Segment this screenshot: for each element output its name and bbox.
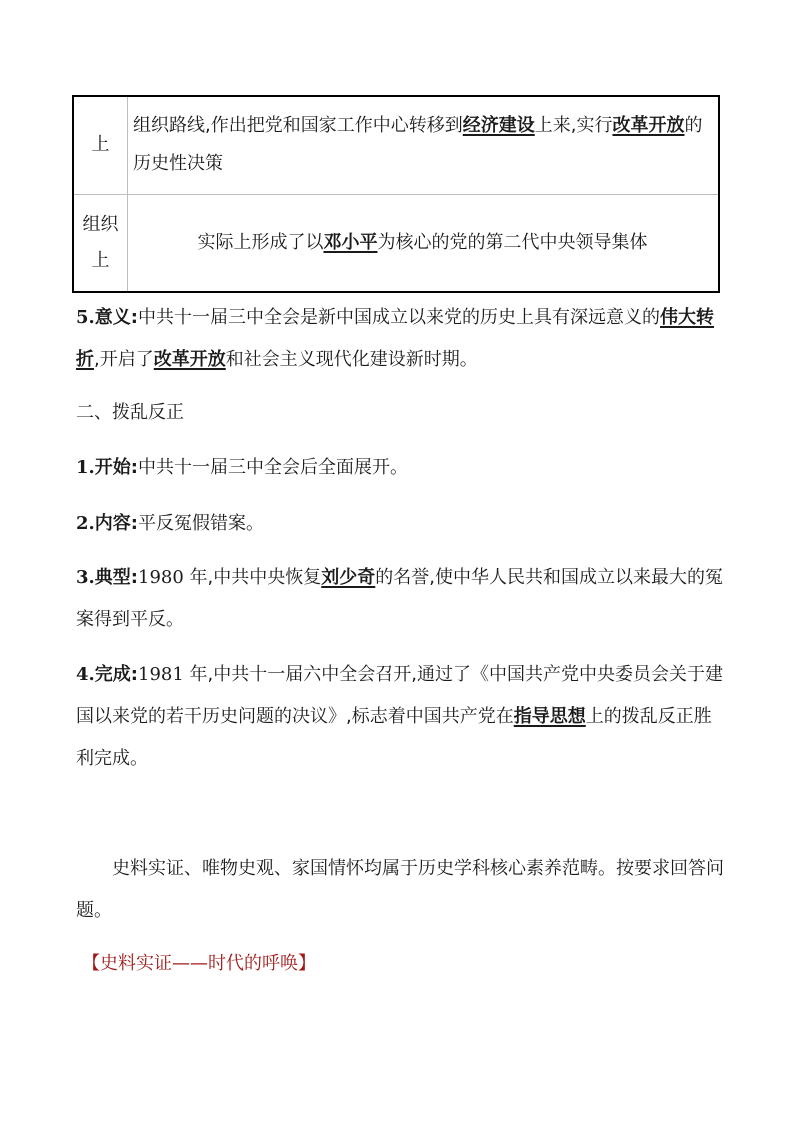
point-2-content: 2.内容:平反冤假错案。	[76, 513, 264, 534]
point-5-significance: 5.意义:中共十一届三中全会是新中国成立以来党的历史上具有深远意义的伟大转折,开启了改革开放和社会主义现代化建设新时期。	[76, 307, 714, 370]
point-1-start: 1.开始:中共十一届三中全会后全面展开。	[76, 457, 408, 478]
table-row	[73, 96, 719, 194]
row-content: 实际上形成了以邓小平为核心的党的第二代中央领导集体	[128, 194, 720, 292]
keyword-great-turning-point: 伟大转折	[76, 307, 714, 370]
keyword-economic-construction: 经济建设	[462, 115, 535, 137]
section-tag: 【史料实证——时代的呼唤】	[82, 953, 316, 974]
question-intro: 史料实证、唯物史观、家国情怀均属于历史学科核心素养范畴。按要求回答问题。	[76, 858, 724, 921]
keyword-deng-xiaoping: 邓小平	[323, 231, 378, 253]
table-row	[73, 194, 719, 292]
keyword-reform-opening: 改革开放	[153, 349, 226, 370]
point-3-typical: 3.典型:1980 年,中共中央恢复刘少奇的名誉,使中华人民共和国成立以来最大的冤案得到平反。	[76, 567, 723, 630]
keyword-liu-shaoqi: 刘少奇	[321, 567, 376, 588]
keyword-guiding-ideology: 指导思想	[513, 706, 586, 727]
keyword-reform-opening: 改革开放	[612, 115, 685, 137]
row-label: 组织 上	[73, 194, 128, 292]
row-label: 上	[73, 96, 128, 194]
row-content: 组织路线,作出把党和国家工作中心转移到经济建设上来,实行改革开放的历史性决策	[128, 96, 720, 194]
point-4-completion: 4.完成:1981 年,中共十一届六中全会召开,通过了《中国共产党中央委员会关于建国以来党的若干历史问题的决议》,标志着中国共产党在指导思想上的拨乱反正胜利完成。	[76, 664, 723, 769]
summary-table	[72, 95, 720, 293]
section-heading: 二、拨乱反正	[76, 402, 184, 423]
